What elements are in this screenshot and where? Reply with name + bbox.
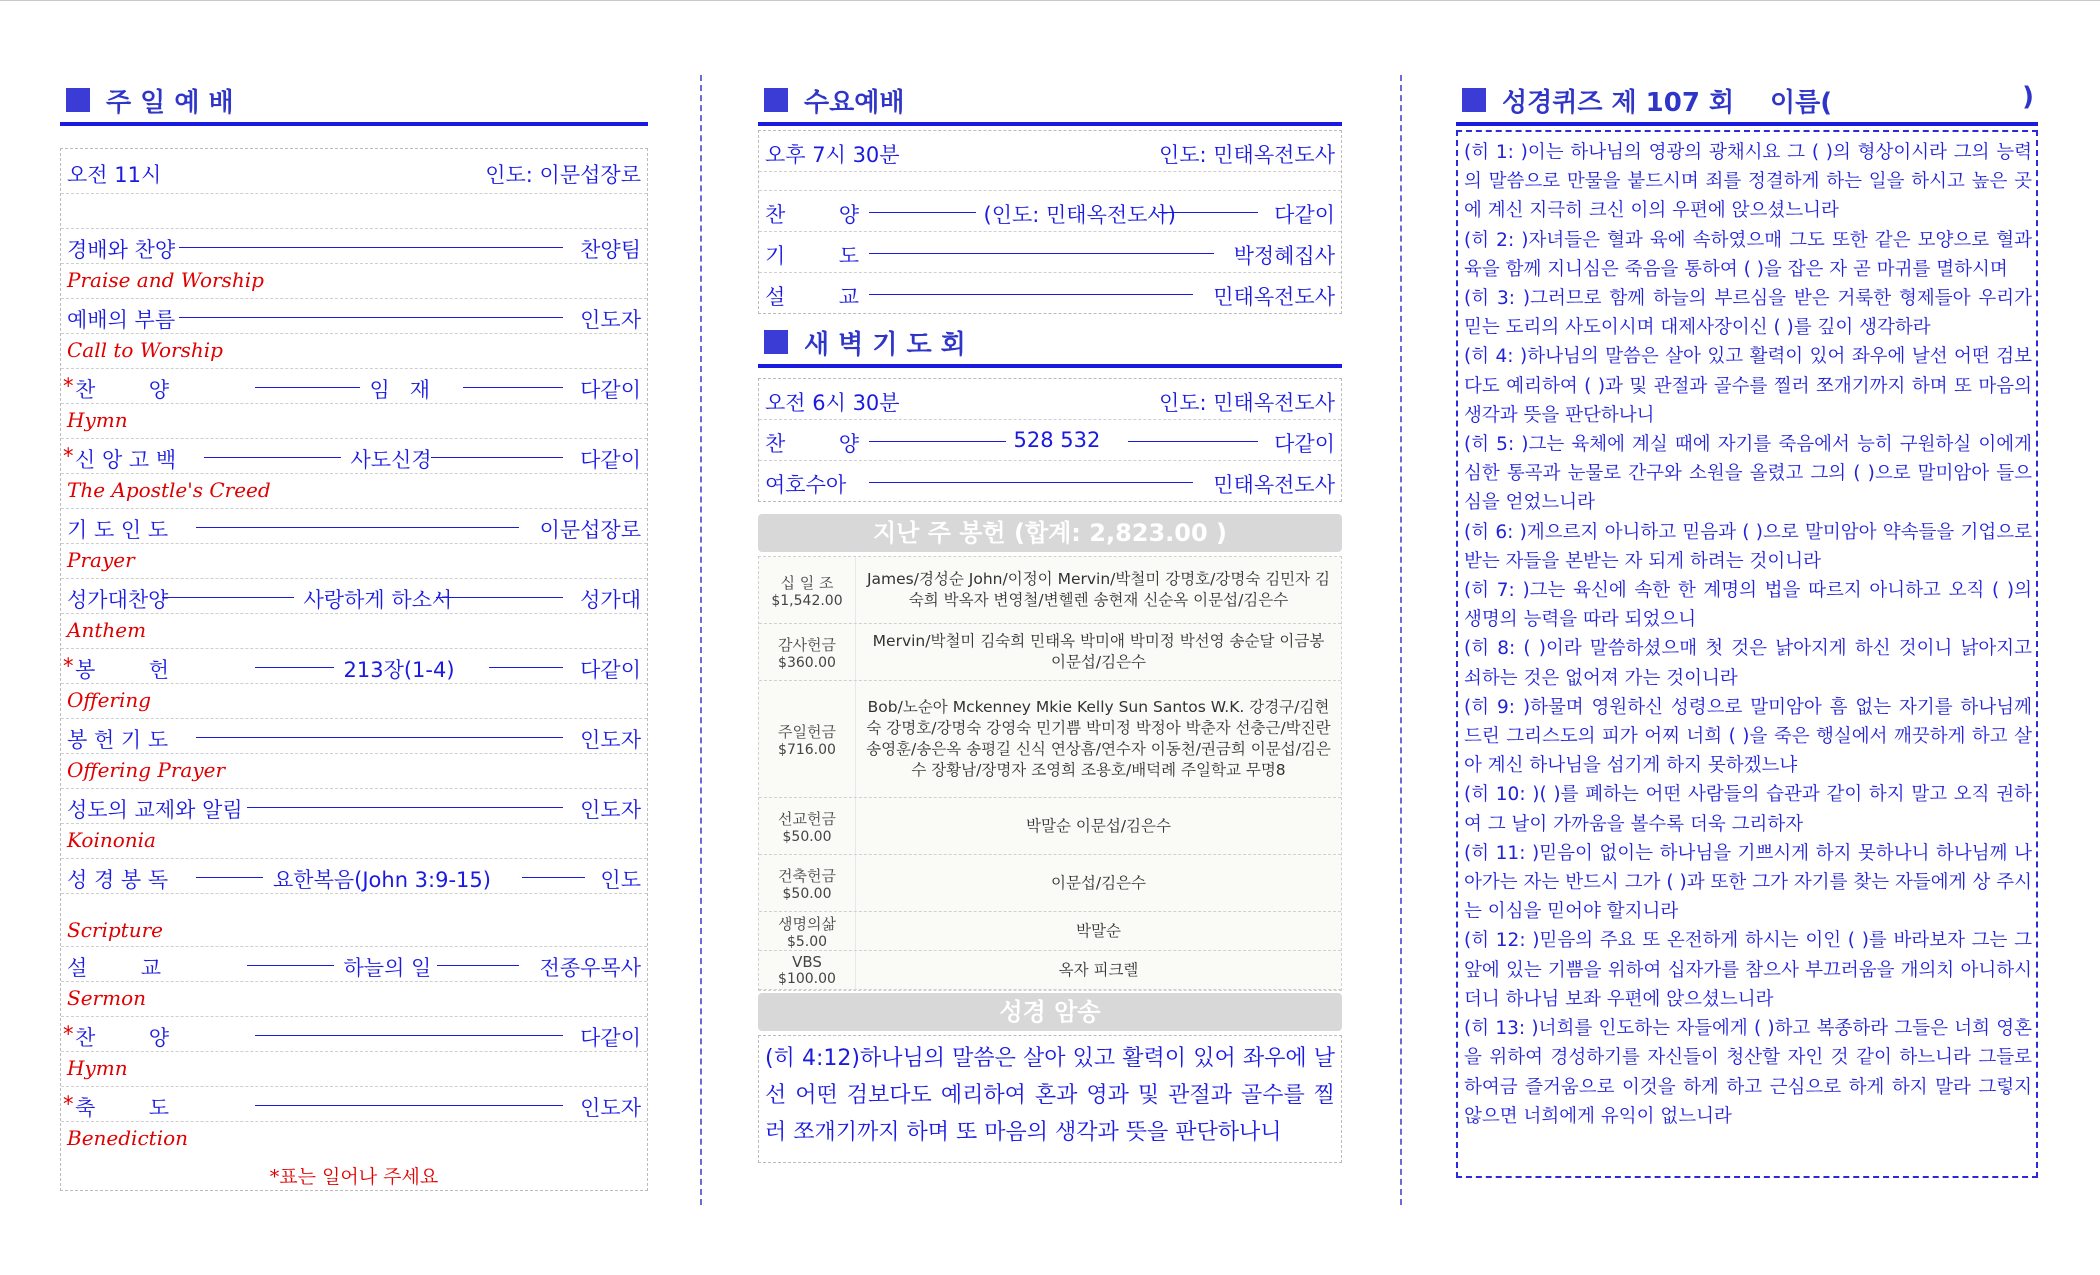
sunday-order-box	[60, 148, 648, 1191]
worship-item-row	[61, 719, 647, 754]
wednesday-item-row	[759, 232, 1341, 273]
worship-item-person: 인도자	[580, 1096, 641, 1120]
worship-item-english-row	[61, 614, 647, 649]
worship-item-person: 이문섭장로	[539, 518, 641, 542]
offering-name: 감사헌금	[778, 635, 836, 654]
wednesday-time-row	[759, 131, 1341, 172]
quiz-question: (히 10: )( )를 폐하는 어떤 사람들의 습관과 같이 하지 말고 오직 권하여 그 날이 가까움을 볼수록 더욱 그리하자	[1464, 784, 2032, 835]
worship-item-person: 다같이	[580, 448, 641, 472]
worship-item-english: Praise and Worship	[67, 268, 264, 292]
worship-item-row	[61, 947, 647, 982]
wednesday-service-header	[758, 80, 1342, 126]
offering-header: 지난 주 봉헌 (합계: 2,823.00 )	[758, 514, 1342, 552]
quiz-question: (히 13: )너희를 인도하는 자들에게 ( )하고 복종하라 그들은 너희 영혼을 위하여 경성하기를 자신들이 청산할 자인 것 같이 하느니라 그들로 하여금 즐거움으로 이것을 하게 하고 근심으로 하게 하지 말라 그렇지 않으면 너희에게 유익이 없느니라	[1464, 1018, 2032, 1127]
memory-verse-box	[758, 1035, 1342, 1163]
worship-item-row	[61, 789, 647, 824]
worship-item-row	[61, 439, 647, 474]
dawn-leader: 인도: 민태옥전도사	[1158, 391, 1335, 415]
offering-name: 십 일 조	[780, 573, 834, 592]
offering-row	[759, 681, 1341, 798]
standing-footnote: *표는 일어나 주세요	[269, 1166, 439, 1188]
quiz-name-label: 이름(	[1770, 88, 1833, 118]
dawn-item-label: 여호수아	[765, 473, 847, 497]
quiz-name-close: )	[2022, 82, 2034, 112]
leader-line	[522, 877, 585, 878]
offering-name: 건축헌금	[778, 866, 836, 885]
middle-column	[758, 80, 1342, 1163]
worship-item-person: 다같이	[580, 658, 641, 682]
quiz-question: (히 1: )이는 하나님의 영광의 광채시요 그 ( )의 형상이시라 그의 능력의 말씀으로 만물을 붙드시며 죄를 정결하게 하는 일을 하시고 높은 곳에 계신 지극히 크신 이의 우편에 앉으셨느니라	[1464, 142, 2032, 222]
offering-category	[759, 557, 856, 623]
offering-row	[759, 951, 1341, 990]
memory-verse-header: 성경 암송	[758, 993, 1342, 1031]
worship-item-english: Offering Prayer	[67, 758, 226, 782]
offering-givers: 박말순	[1076, 921, 1121, 940]
worship-item-english: Offering	[67, 688, 152, 712]
worship-item-row	[61, 649, 647, 684]
quiz-questions-box	[1456, 130, 2038, 1178]
footnote-row	[61, 1156, 647, 1190]
dawn-time: 오전 6시 30분	[765, 391, 900, 415]
worship-item-english: Hymn	[67, 1056, 128, 1080]
worship-item-person: 다같이	[580, 1026, 641, 1050]
sunday-time: 오전 11시	[67, 163, 162, 187]
memory-verse-text: (히 4:12)하나님의 말씀은 살아 있고 활력이 있어 좌우에 날선 어떤 검보다도 예리하여 혼과 영과 및 관절과 골수를 찔러 쪼개기까지 하며 또 마음의 생각과 뜻을 판단하나니	[765, 1046, 1335, 1145]
worship-item-row	[61, 859, 647, 894]
worship-item-label: 설 교	[67, 956, 161, 980]
worship-item-title: 사랑하게 하소서	[303, 588, 453, 612]
quiz-question: (히 9: )하물며 영원하신 성령으로 말미암아 흠 없는 자기를 하나님께 드린 그리스도의 피가 어찌 너희 ( )을 죽은 행실에서 깨끗하게 하고 살아 계신 하나님을 섬기게 하지 못하겠느냐	[1464, 696, 2032, 777]
worship-item-title: 213장(1-4)	[343, 658, 455, 682]
dawn-item-row	[759, 461, 1341, 501]
sunday-service-title: 주 일 예 배	[106, 88, 234, 118]
sunday-service-header	[60, 80, 648, 126]
offering-row	[759, 798, 1341, 855]
worship-item-row	[61, 1087, 647, 1122]
leader-line	[1158, 212, 1259, 213]
dawn-item-row	[759, 420, 1341, 461]
offering-name: 선교헌금	[778, 809, 836, 828]
worship-item-row	[61, 299, 647, 334]
square-bullet-icon	[1462, 88, 1486, 112]
worship-item-row	[61, 509, 647, 544]
leader-line	[196, 527, 519, 528]
leader-line	[489, 667, 564, 668]
leader-line	[436, 597, 564, 598]
offering-row	[759, 855, 1341, 912]
offering-table	[758, 556, 1342, 991]
leader-line	[247, 807, 563, 808]
wednesday-item-person: 민태옥전도사	[1213, 285, 1335, 309]
worship-item-english: Benediction	[67, 1126, 189, 1150]
offering-name: 생명의삶	[778, 914, 836, 933]
dawn-order-list	[759, 420, 1341, 501]
offering-givers: 이문섭/김은수	[1050, 873, 1147, 892]
leader-line	[869, 482, 1193, 483]
offering-row	[759, 557, 1341, 624]
worship-item-person: 찬양팀	[580, 238, 641, 262]
dawn-item-title: 528 532	[1013, 428, 1101, 452]
worship-item-english-row	[61, 264, 647, 299]
worship-item-person: 인도자	[580, 798, 641, 822]
leader-line	[255, 1105, 563, 1106]
worship-item-row	[61, 229, 647, 264]
wednesday-item-label: 찬 양	[765, 203, 859, 227]
quiz-question: (히 5: )그는 육체에 계실 때에 자기를 죽음에서 능히 구원하실 이에게 심한 통곡과 눈물로 간구와 소원을 올렸고 그의 ( )으로 말미암아 들으심을 얻었느니라	[1464, 434, 2032, 514]
offering-category	[759, 681, 856, 797]
worship-item-label: 봉 헌	[75, 658, 169, 682]
worship-item-label: 성 경 봉 독	[67, 868, 169, 892]
leader-line	[1128, 441, 1259, 442]
worship-item-english: Prayer	[67, 548, 135, 572]
wednesday-item-label: 기 도	[765, 244, 859, 268]
offering-row	[759, 912, 1341, 951]
worship-item-english: Call to Worship	[67, 338, 223, 362]
worship-item-english: Scripture	[67, 918, 163, 942]
worship-item-english-row	[61, 684, 647, 719]
wednesday-order-list	[759, 191, 1341, 313]
worship-item-person: 인도자	[580, 728, 641, 752]
leader-line	[869, 212, 976, 213]
worship-item-english-row	[61, 1052, 647, 1087]
wednesday-item-title: (인도: 민태옥전도사)	[983, 203, 1176, 227]
wednesday-item-row	[759, 191, 1341, 232]
leader-line	[255, 1035, 563, 1036]
leader-line	[255, 667, 334, 668]
worship-item-label: 경배와 찬양	[67, 238, 176, 262]
worship-item-person: 인도	[600, 868, 641, 892]
worship-item-label: 찬 양	[75, 378, 169, 402]
offering-amount: $50.00	[782, 828, 832, 845]
offering-givers: Bob/노순아 Mckenney Mkie Kelly Sun Santos W.K. 강경구/김현숙 강명호/강명숙 강영숙 민기쁨 박미정 박정아 박춘자 선충근/박진란 송영훈/송은옥 송평길 신식 연상흠/연수자 이동천/권금희 이문섭/김은수 장황남/장명자 조영희 조용호/배덕례 주일학교 무명8	[866, 698, 1331, 779]
worship-item-label: 봉 헌 기 도	[67, 728, 169, 752]
standing-mark: *	[63, 444, 74, 468]
dawn-item-person: 민태옥전도사	[1213, 473, 1335, 497]
leader-line	[247, 965, 334, 966]
quiz-question: (히 7: )그는 육신에 속한 한 계명의 법을 따르지 아니하고 오직 ( )의 생명의 능력을 따라 되었으니	[1464, 580, 2032, 631]
standing-mark: *	[63, 654, 74, 678]
offering-givers: James/경성순 John/이정이 Mervin/박철미 강명호/강명숙 김민자 김숙희 박옥자 변영철/변헬렌 송현재 신순옥 이문섭/김은수	[866, 570, 1331, 609]
leader-line	[431, 457, 564, 458]
offering-amount: $50.00	[782, 885, 832, 902]
dawn-order-box	[758, 378, 1342, 502]
leader-line	[179, 317, 563, 318]
worship-item-english-row	[61, 824, 647, 859]
blank-row	[759, 172, 1341, 191]
quiz-question: (히 4: )하나님의 말씀은 살아 있고 활력이 있어 좌우에 날선 어떤 검보다도 예리하여 ( )과 및 관절과 골수를 찔러 쪼개기까지 하며 또 마음의 생각과 뜻을 판단하나니	[1464, 346, 2032, 426]
quiz-question: (히 11: )믿음이 없이는 하나님을 기쁘시게 하지 못하나니 하나님께 나아가는 자는 반드시 그가 ( )과 또한 그가 자기를 찾는 자들에게 상 주시는 이심을 믿어야 할지니라	[1464, 842, 2032, 923]
offering-category	[759, 912, 856, 950]
offering-amount: $100.00	[778, 971, 836, 987]
sunday-time-row	[61, 149, 647, 194]
worship-item-title: 사도신경	[350, 448, 432, 472]
offering-row	[759, 624, 1341, 681]
worship-item-label: 예배의 부름	[67, 308, 176, 332]
wednesday-time: 오후 7시 30분	[765, 143, 900, 167]
worship-item-row	[61, 1017, 647, 1052]
offering-category	[759, 798, 856, 854]
quiz-question: (히 12: )믿음의 주요 또 온전하게 하시는 이인 ( )를 바라보자 그는 그 앞에 있는 기쁨을 위하여 십자가를 참으사 부끄러움을 개의치 아니하시더니 하나님 보좌 우편에 앉으셨느니라	[1464, 930, 2032, 1010]
offering-amount: $1,542.00	[771, 592, 843, 609]
top-border	[0, 0, 2100, 1]
leader-line	[179, 247, 563, 248]
worship-item-label: 신 앙 고 백	[75, 448, 177, 472]
quiz-question: (히 2: )자녀들은 혈과 육에 속하였으매 그도 또한 같은 모양으로 혈과 육을 함께 지니심은 죽음을 통하여 ( )을 잡은 자 곧 마귀를 멸하시며	[1464, 229, 2032, 280]
dawn-item-label: 찬 양	[765, 432, 859, 456]
offering-givers: 박말순 이문섭/김은수	[1026, 816, 1171, 835]
wednesday-service-title: 수요예배	[804, 88, 905, 118]
offering-category	[759, 624, 856, 680]
worship-item-title: 임 재	[369, 378, 431, 402]
quiz-title: 성경퀴즈 제 107 회	[1502, 88, 1735, 118]
column-divider-2	[1400, 75, 1402, 1205]
worship-item-person: 전종우목사	[539, 956, 641, 980]
offering-amount: $360.00	[778, 654, 836, 671]
worship-item-english-row	[61, 544, 647, 579]
leader-line	[869, 441, 1006, 442]
leader-line	[463, 387, 564, 388]
worship-item-title: 하늘의 일	[343, 956, 432, 980]
dawn-item-person: 다같이	[1274, 432, 1335, 456]
square-bullet-icon	[66, 88, 90, 112]
worship-item-english-row	[61, 1122, 647, 1156]
worship-item-person: 인도자	[580, 308, 641, 332]
wednesday-item-person: 다같이	[1274, 203, 1335, 227]
dawn-prayer-title: 새 벽 기 도 회	[804, 330, 966, 360]
standing-mark: *	[63, 374, 74, 398]
sunday-order-list	[61, 229, 647, 1156]
worship-item-english-row	[61, 982, 647, 1017]
dawn-time-row	[759, 379, 1341, 420]
worship-item-label: 성가대찬양	[67, 588, 169, 612]
quiz-question-list	[1464, 138, 2032, 1131]
wednesday-item-person: 박정혜집사	[1233, 244, 1335, 268]
wednesday-order-box	[758, 130, 1342, 314]
offering-amount: $716.00	[778, 741, 836, 758]
offering-givers: Mervin/박철미 김숙희 민태옥 박미애 박미정 박선영 송순달 이금봉 이문섭/김은수	[872, 632, 1325, 671]
wednesday-leader: 인도: 민태옥전도사	[1158, 143, 1335, 167]
worship-item-row	[61, 579, 647, 614]
quiz-question: (히 3: )그러므로 함께 하늘의 부르심을 받은 거룩한 형제들아 우리가 믿는 도리의 사도이시며 대제사장이신 ( )를 깊이 생각하라	[1464, 288, 2032, 339]
worship-item-english: Sermon	[67, 986, 146, 1010]
offering-category	[759, 855, 856, 911]
sunday-service-column	[60, 80, 648, 1191]
square-bullet-icon	[764, 330, 788, 354]
worship-item-label: 찬 양	[75, 1026, 169, 1050]
worship-item-label: 성도의 교제와 알림	[67, 798, 243, 822]
worship-item-english: Anthem	[67, 618, 147, 642]
worship-item-label: 기 도 인 도	[67, 518, 169, 542]
leader-line	[196, 737, 563, 738]
column-divider-1	[700, 75, 702, 1205]
quiz-question: (히 8: ( )이라 말씀하셨으매 첫 것은 낡아지게 하신 것이니 낡아지고 쇠하는 것은 없어져 가는 것이니라	[1464, 638, 2032, 689]
sunday-leader: 인도: 이문섭장로	[485, 163, 641, 187]
worship-item-person: 다같이	[580, 378, 641, 402]
bible-quiz-column	[1456, 80, 2038, 1178]
leader-line	[204, 457, 341, 458]
leader-line	[437, 965, 520, 966]
worship-item-person: 성가대	[580, 588, 641, 612]
offering-amount: $5.00	[786, 933, 828, 950]
offering-category	[759, 951, 856, 989]
worship-item-english: The Apostle's Creed	[67, 478, 271, 502]
worship-item-row	[61, 369, 647, 404]
quiz-header	[1456, 80, 2038, 126]
offering-name: VBS	[792, 953, 822, 971]
worship-item-english-row	[61, 474, 647, 509]
square-bullet-icon	[764, 88, 788, 112]
dawn-prayer-header	[758, 322, 1342, 368]
leader-line	[255, 387, 360, 388]
worship-item-label: 축 도	[75, 1096, 169, 1120]
worship-item-title: 요한복음(John 3:9-15)	[273, 868, 491, 892]
worship-item-english-row	[61, 404, 647, 439]
standing-mark: *	[63, 1092, 74, 1116]
blank-row	[61, 194, 647, 229]
wednesday-item-row	[759, 273, 1341, 313]
leader-line	[869, 294, 1193, 295]
worship-item-english-row	[61, 334, 647, 369]
worship-item-english-row	[61, 894, 647, 947]
leader-line	[869, 253, 1214, 254]
leader-line	[162, 597, 294, 598]
worship-item-english-row	[61, 754, 647, 789]
standing-mark: *	[63, 1022, 74, 1046]
offering-name: 주일헌금	[778, 722, 836, 741]
wednesday-item-label: 설 교	[765, 285, 859, 309]
worship-item-english: Hymn	[67, 408, 128, 432]
leader-line	[196, 877, 263, 878]
quiz-question: (히 6: )게으르지 아니하고 믿음과 ( )으로 말미암아 약속들을 기업으로 받는 자들을 본받는 자 되게 하려는 것이니라	[1464, 521, 2032, 572]
offering-givers: 옥자 피크렐	[1058, 960, 1139, 979]
worship-item-english: Koinonia	[67, 828, 156, 852]
